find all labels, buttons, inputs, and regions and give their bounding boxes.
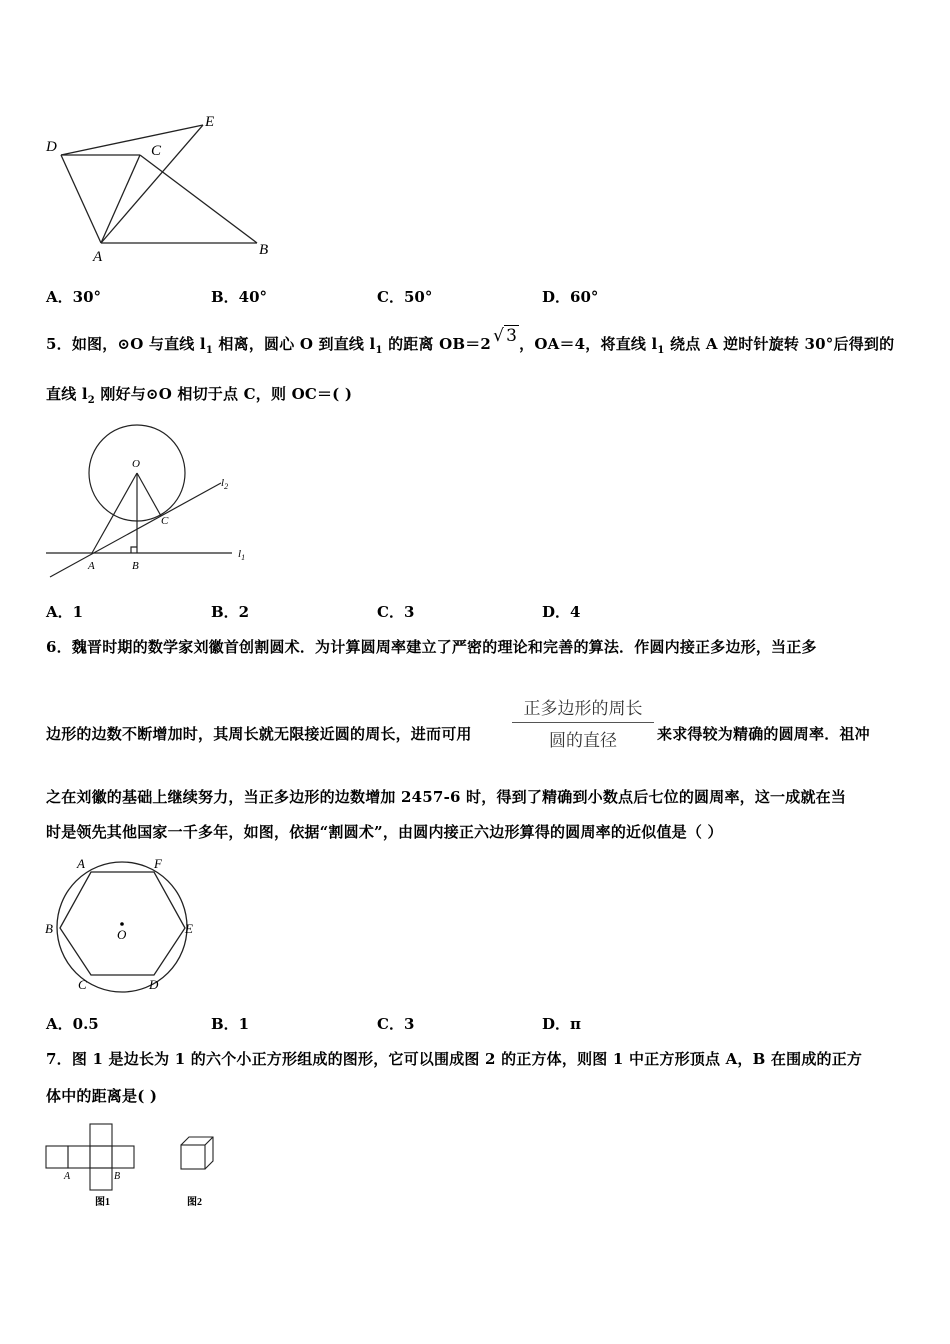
right-angle-mark [131, 547, 137, 553]
q5-text-g: 刚好与⊙O 相切于点 C，则 OC＝( ) [94, 385, 353, 403]
q5-text-f: 直线 l [46, 385, 88, 403]
label-o: O [117, 927, 127, 942]
q5-stem-line1 [46, 326, 895, 356]
q5-option-c[interactable]: C．3 [377, 603, 415, 621]
fraction-numerator: 正多边形的周长 [512, 694, 654, 723]
label-c: C [78, 977, 87, 992]
label-d: D [46, 139, 57, 155]
q4-option-c[interactable]: C．50° [377, 288, 433, 306]
q5-sub4: 2 [87, 395, 95, 406]
q4-option-b[interactable]: B．40° [211, 288, 268, 306]
q7-stem-line1: 7．图 1 是边长为 1 的六个小正方形组成的图形，它可以围成图 2 的正方体，则图 1 中正方形顶点 A，B 在围成的正方 [46, 1050, 863, 1068]
label-b: B [132, 560, 139, 572]
net-square-top [90, 1124, 112, 1146]
label-c: C [151, 143, 162, 159]
segment-ca [101, 155, 140, 243]
q6-stem-line2-post: 来求得较为精确的圆周率．祖冲 [657, 725, 870, 743]
label-a: A [88, 560, 95, 572]
caption-figure-2: 图2 [187, 1197, 202, 1208]
figure-q6-inscribed-hexagon [40, 852, 210, 997]
label-b: B [114, 1171, 121, 1182]
sqrt-symbol: √ [493, 326, 505, 346]
net-square-4 [112, 1146, 134, 1168]
q6-stem-line3: 之在刘徽的基础上继续努力，当正多边形的边数增加 2457-6 时，得到了精确到小数点后七位的圆周率，这一成就在当 [46, 788, 847, 806]
label-a: A [77, 856, 85, 871]
label-e: E [185, 921, 193, 936]
q6-stem-line2-pre: 边形的边数不断增加时，其周长就无限接近圆的周长，进而可用 [46, 725, 472, 743]
q5-text-d: ，OA＝4，将直线 l [519, 335, 658, 353]
q5-sub3: 1 [657, 345, 665, 356]
q5-text-e: 绕点 A 逆时针旋转 30°后得到的 [664, 335, 895, 353]
caption-figure-1: 图1 [95, 1197, 110, 1208]
label-f: F [154, 856, 162, 871]
label-d: D [149, 977, 159, 992]
segment-oc [137, 473, 161, 516]
center-point [120, 922, 124, 926]
q5-text-c: 的距离 OB＝2 [382, 335, 492, 353]
q6-option-c[interactable]: C．3 [377, 1015, 415, 1033]
sqrt-argument: 3 [506, 326, 518, 346]
net-square-3 [90, 1146, 112, 1168]
net-square-bottom [90, 1168, 112, 1190]
net-square-2 [68, 1146, 90, 1168]
figure-q7-cube-net [40, 1118, 150, 1213]
label-b: B [45, 921, 53, 936]
label-e: E [205, 114, 215, 130]
label-l2: $l_2$ [221, 477, 229, 491]
cube-front-face [181, 1145, 205, 1169]
q5-option-b[interactable]: B．2 [211, 603, 250, 621]
q5-option-a[interactable]: A．1 [46, 603, 84, 621]
label-a: A [64, 1171, 71, 1182]
label-l1: $l_1$ [238, 548, 246, 562]
q6-stem-line4: 时是领先其他国家一千多年，如图，依据“割圆术”，由圆内接正六边形算得的圆周率的近似值是（ ） [46, 823, 723, 841]
figure-q4-geometry [40, 108, 280, 268]
label-c: C [161, 515, 169, 527]
q6-option-b[interactable]: B．1 [211, 1015, 250, 1033]
q6-option-a[interactable]: A．0.5 [46, 1015, 99, 1033]
label-a: A [93, 249, 103, 265]
label-o: O [132, 458, 140, 470]
figure-q7-cube [175, 1130, 225, 1215]
q5-text-b: 相离，圆心 O 到直线 l [213, 335, 376, 353]
q5-sub1: 1 [205, 345, 213, 356]
label-b: B [259, 242, 269, 258]
q5-option-d[interactable]: D．4 [542, 603, 581, 621]
figure-q5-circle-tangent [40, 420, 270, 580]
segment-da [61, 155, 101, 243]
q5-text-a: 5．如图，⊙O 与直线 l [46, 335, 206, 353]
fraction-perimeter-over-diameter [512, 694, 654, 751]
q5-sub2: 1 [375, 345, 383, 356]
q4-option-a[interactable]: A．30° [46, 288, 102, 306]
q7-stem-line2: 体中的距离是( ) [46, 1087, 158, 1105]
net-square-1 [46, 1146, 68, 1168]
q6-stem-line1: 6．魏晋时期的数学家刘徽首创割圆术．为计算圆周率建立了严密的理论和完善的算法．作圆内接正多边形，当正多 [46, 638, 817, 656]
fraction-denominator: 圆的直径 [549, 731, 617, 751]
cube-top-edge [205, 1137, 213, 1145]
q4-option-d[interactable]: D．60° [542, 288, 599, 306]
segment-cb [140, 155, 257, 243]
q6-option-d[interactable]: D．π [542, 1015, 581, 1033]
q5-stem-line2 [46, 383, 352, 406]
